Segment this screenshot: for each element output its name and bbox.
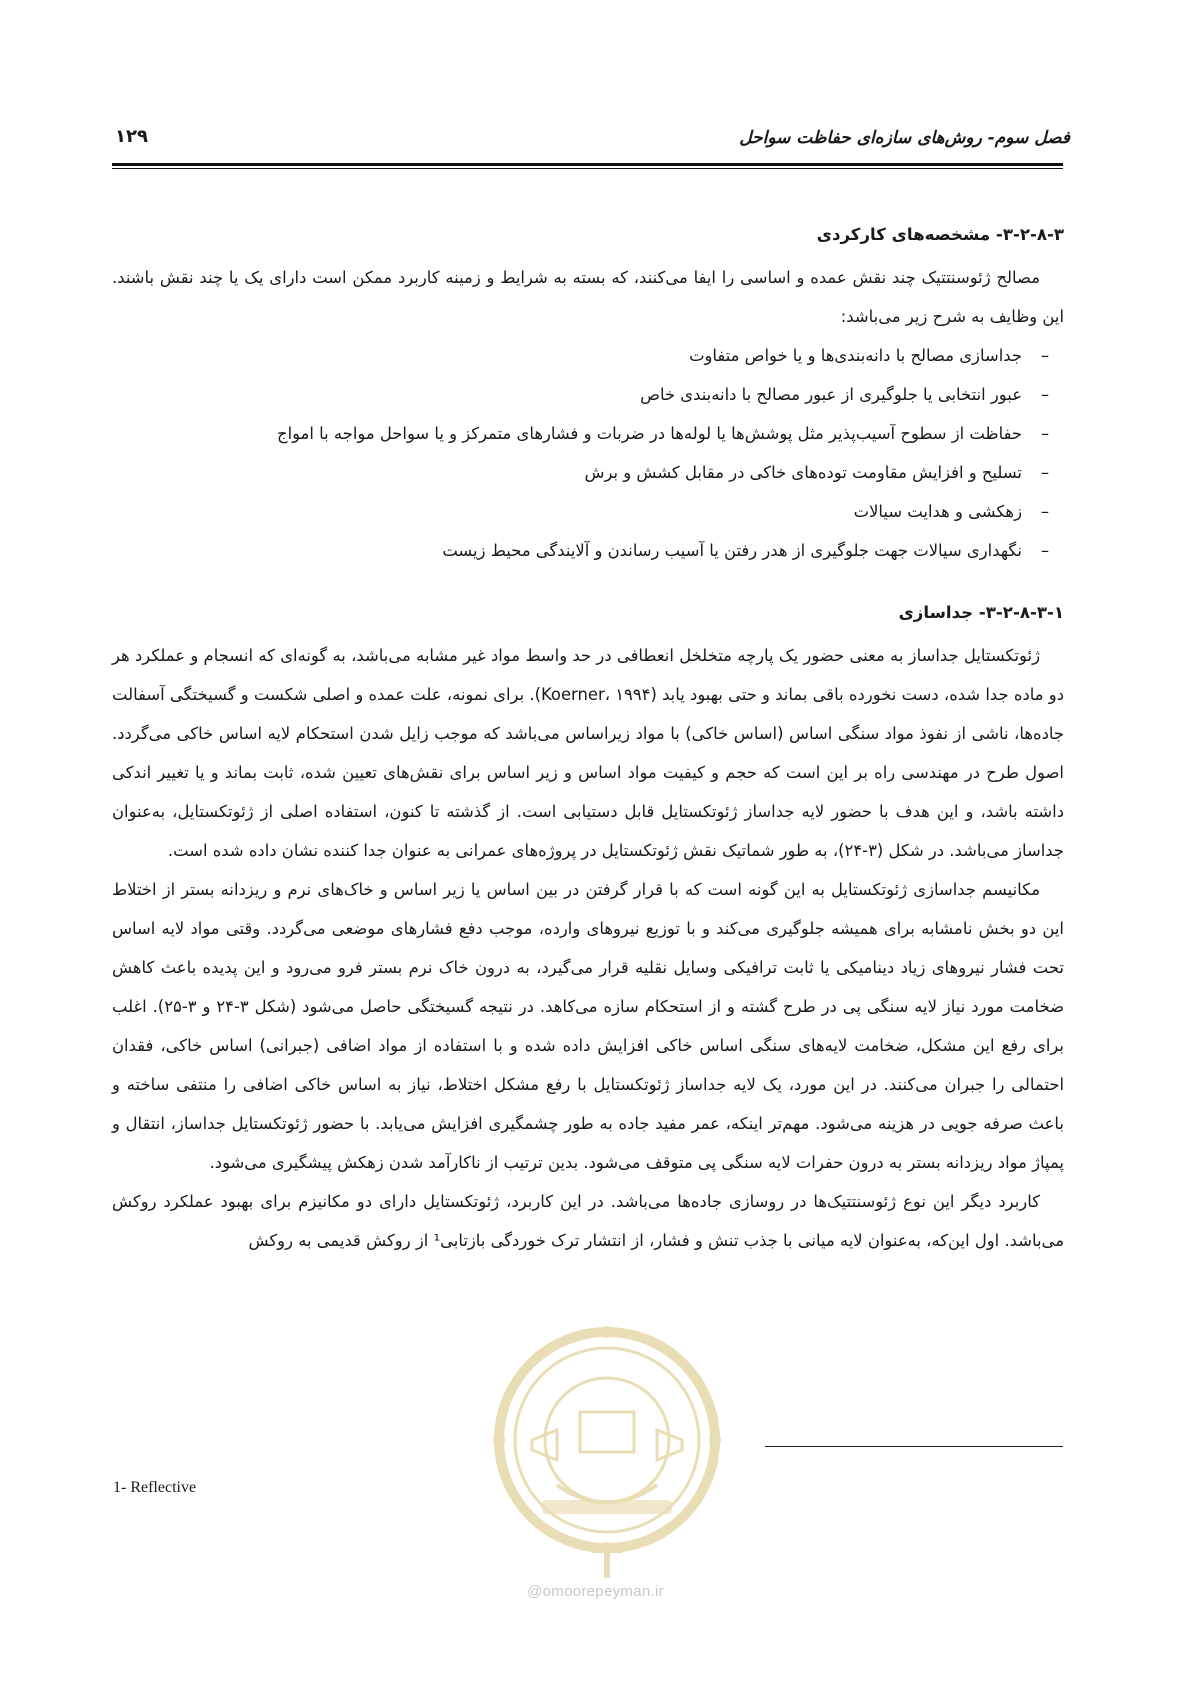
footnote: 1- Reflective <box>113 1479 197 1496</box>
list-item: – تسلیح و افزایش مقاومت توده‌های خاکی در مقابل کشش و برش <box>112 453 1064 492</box>
page-number: ۱۲۹ <box>115 126 148 147</box>
dash-marker: – <box>1040 424 1050 443</box>
section-heading-functional-characteristics: ۳-۲-۸-۳- مشخصه‌های کارکردی <box>816 225 1064 244</box>
watermark-url: @omoorepeyman.ir <box>527 1583 664 1600</box>
footnote-rule <box>765 1446 1063 1447</box>
list-item: – نگهداری سیالات جهت جلوگیری از هدر رفتن یا آسیب رساندن و آلایندگی محیط زیست <box>112 531 1064 570</box>
dash-marker: – <box>1040 463 1050 482</box>
page-body <box>112 218 1064 1260</box>
list-item: – حفاظت از سطوح آسیب‌پذیر مثل پوشش‌ها یا لوله‌ها در ضربات و فشارهای متمرکز و یا سواحل مواجه با امواج <box>112 414 1064 453</box>
dash-marker: – <box>1040 385 1050 404</box>
header-rule-thick <box>112 163 1063 166</box>
body-paragraph: کاربرد دیگر این نوع ژئوسنتتیک‌ها در روسازی جاده‌ها می‌باشد. در این کاربرد، ژئوتکستایل دارای دو مکانیزم برای بهبود عملکرد روکش می‌باشد. اول این‌که، به‌عنوان لایه میانی با جذب تنش و فشار، از انتشار ترک خوردگی بازتابی¹ از روکش قدیمی به روکش <box>112 1192 1064 1250</box>
header-rule-thin <box>112 168 1063 169</box>
list-item: – جداسازی مصالح با دانه‌بندی‌ها و یا خواص متفاوت <box>112 336 1064 375</box>
watermark-seal-logo <box>462 1310 752 1600</box>
list-item: – زهکشی و هدایت سیالات <box>112 492 1064 531</box>
running-header-title: فصل سوم- روش‌های سازه‌ای حفاظت سواحل <box>739 128 1070 148</box>
dash-marker: – <box>1040 346 1050 365</box>
dash-marker: – <box>1040 502 1050 521</box>
function-list <box>112 336 1064 570</box>
body-paragraph: ژئوتکستایل جداساز به معنی حضور یک پارچه متخلخل انعطافی در حد واسط مواد غیر مشابه می‌باشد، به گونه‌ای که انسجام و عملکرد هر دو ماده جدا شده، دست نخورده باقی بماند و حتی بهبود یابد (Koerner، ۱۹۹۴). برای نمونه، علت عمده و اصلی شکست و گسیختگی آسفالت جاده‌ها، ناشی از نفوذ مواد سنگی اساس (اساس خاکی) با مواد زیراساس می‌باشد که موجب زایل شدن استحکام لایه اساس خاکی می‌گردد. اصول طرح در مهندسی راه بر این است که حجم و کیفیت مواد اساس و زیر اساس برای نقش‌های تعیین شده، ثابت بماند و یا تغییر اندکی داشته باشد، و این هدف با حضور لایه جداساز ژئوتکستایل قابل دستیابی است. از گذشته تا کنون، استفاده اصلی از ژئوتکستایل، به‌عنوان جداساز می‌باشد. در شکل (۳-۲۴)، به طور شماتیک نقش ژئوتکستایل در پروژه‌های عمرانی به عنوان جدا کننده نشان داده شده است. <box>112 646 1065 860</box>
body-paragraph: مکانیسم جداسازی ژئوتکستایل به این گونه است که با قرار گرفتن در بین اساس یا زیر اساس و خاک‌های نرم و ریزدانه بستر از اختلاط این دو بخش نامشابه برای همیشه جلوگیری می‌کند و با توزیع نیروهای وارده، موجب دفع فشارهای موضعی می‌گردد. وقتی مواد لایه اساس تحت فشار نیروهای زیاد دینامیکی یا ثابت ترافیکی وسایل نقلیه قرار می‌گیرد، به درون خاک نرم بستر فرو می‌رود و این پدیده باعث کاهش ضخامت مورد نیاز لایه سنگی پی در طرح گشته و از استحکام سازه می‌کاهد. در نتیجه گسیختگی حاصل می‌شود (شکل ۳-۲۴ و ۳-۲۵). اغلب برای رفع این مشکل، ضخامت لایه‌های سنگی اساس خاکی افزایش داده شده و با استفاده از مواد اضافی (جبرانی) اساس خاکی، فقدان احتمالی را جبران می‌کنند. در این مورد، یک لایه جداساز ژئوتکستایل با رفع مشکل اختلاط، نیاز به اساس خاکی اضافی را منتفی ساخته و باعث صرفه جویی در هزینه می‌شود. مهم‌تر اینکه، عمر مفید جاده به طور چشمگیری افزایش می‌یابد. با حضور ژئوتکستایل جداساز، انتقال و پمپاژ مواد ریزدانه بستر به درون حفرات لایه سنگی پی متوقف می‌شود. بدین ترتیب از ناکارآمد شدن زهکش پیشگیری می‌شود. <box>112 880 1064 1172</box>
section-intro-paragraph: مصالح ژئوسنتتیک چند نقش عمده و اساسی را ایفا می‌کنند، که بسته به شرایط و زمینه کاربرد ممکن است دارای یک یا چند نقش باشند. این وظایف به شرح زیر می‌باشد: <box>112 268 1064 326</box>
section-heading-separation: ۳-۲-۸-۳-۱- جداسازی <box>898 603 1064 622</box>
list-item: – عبور انتخابی یا جلوگیری از عبور مصالح با دانه‌بندی خاص <box>112 375 1064 414</box>
dash-marker: – <box>1040 541 1050 560</box>
